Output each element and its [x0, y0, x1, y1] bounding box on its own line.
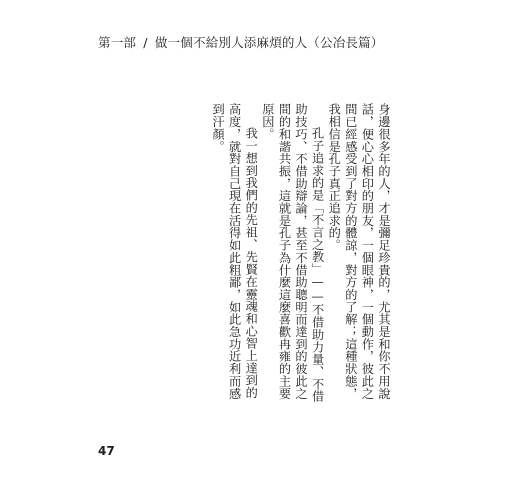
header-part: 第一部: [98, 35, 137, 50]
header-chapter-title: 做一個不給別人添麻煩的人（公冶長篇）: [154, 35, 384, 50]
header-separator: /: [143, 35, 148, 50]
vertical-body-text: [209, 103, 392, 403]
running-header: [98, 35, 384, 51]
page-number: 47: [98, 444, 115, 458]
paragraph-2: 孔子追求的是「不言之教」——不借助力量、不借助技巧、不借助辯論，甚至不借助聰明而達到的彼此之間的和諧共振，這就是孔子為什麼這麼喜歡冉雍的主要原因。: [260, 103, 325, 403]
paragraph-3: 我一想到我們的先祖、先賢在靈魂和心智上達到的高度，就對自己現在活得如此粗鄙，如此急功近利而感到汗顏。: [211, 103, 259, 400]
paragraph-1: 身邊很多年的人，才是彌足珍貴的，尤其是和你不用說話，便心心相印的朋友，一個眼神，一個動作，彼此之間已經感受到了對方的體諒，對方的了解；這種狀態，我相信是孔子真正追求的。: [327, 103, 391, 400]
